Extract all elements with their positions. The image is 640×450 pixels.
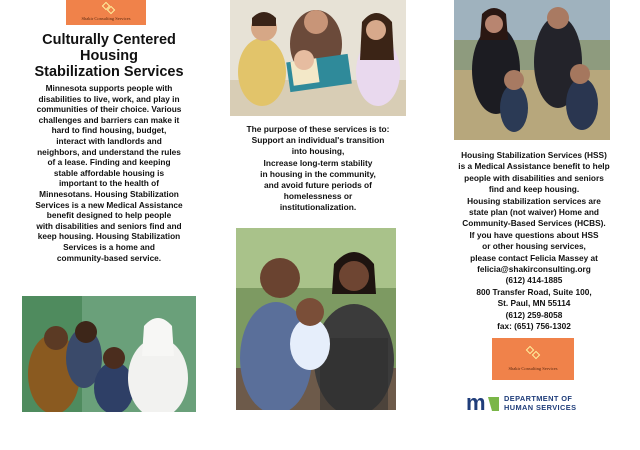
svg-text:m: m xyxy=(466,393,486,413)
family-reading-photo xyxy=(230,0,406,116)
right-panel xyxy=(446,0,622,450)
shakir-logo-bottom xyxy=(492,338,574,380)
left-panel xyxy=(18,0,200,450)
contact-email[interactable]: felicia@shakirconsulting.org xyxy=(477,264,591,275)
hss-info-text: Housing Stabilization Services (HSS) is a Medical Assistance benefit to help people with disabilities and seniors find and keep housing. Housing stabilization services are state plan (not waiver) Home and Community-Based Services (HCBS). If you have questions about HSS or other housing services, please contact Felicia Massey at felicia@shakirconsulting.org (612) 414-1885 800 Transfer Road, Suite 100, St. Paul, MN 55114 (612) 259-8058 fax: (651) 756-1302 xyxy=(436,150,632,333)
dhs-logo xyxy=(466,393,596,415)
logo-caption: Shakir Consulting Services xyxy=(81,16,131,21)
middle-panel xyxy=(228,0,408,450)
dhs-mark-icon xyxy=(466,393,500,413)
contact-phone[interactable]: (612) 414-1885 xyxy=(505,275,563,286)
logo-caption: Shakir Consulting Services xyxy=(508,366,558,371)
brochure-title: Culturally Centered Housing Stabilization Services xyxy=(34,32,184,80)
family-baby-photo xyxy=(236,228,396,410)
children-photo xyxy=(22,296,196,412)
dhs-wordmark: DEPARTMENT OF HUMAN SERVICES xyxy=(504,394,577,412)
intro-paragraph: Minnesota supports people with disabilities to live, work, and play in communities of their choice. Various challenges and barriers can make it hard to find housing, budget, interact with landlords and neighbors, and understand the rules of a lease. Finding and keeping stable affordable housing is important to the health of Minnesotans. Housing Stabilization Services is a new Medical Assistance benefit designed to help people with disabilities and seniors find and keep housing. Housing Stabilization Services is a home and community-based service. xyxy=(35,83,183,263)
purpose-text: The purpose of these services is to: Support an individual's transition into housing, Increase long-term stability in housing in the community, and avoid future periods of homelessness or institutionalization. xyxy=(246,124,390,213)
family-outdoor-photo xyxy=(454,0,610,140)
shakir-logo-top xyxy=(66,0,146,25)
